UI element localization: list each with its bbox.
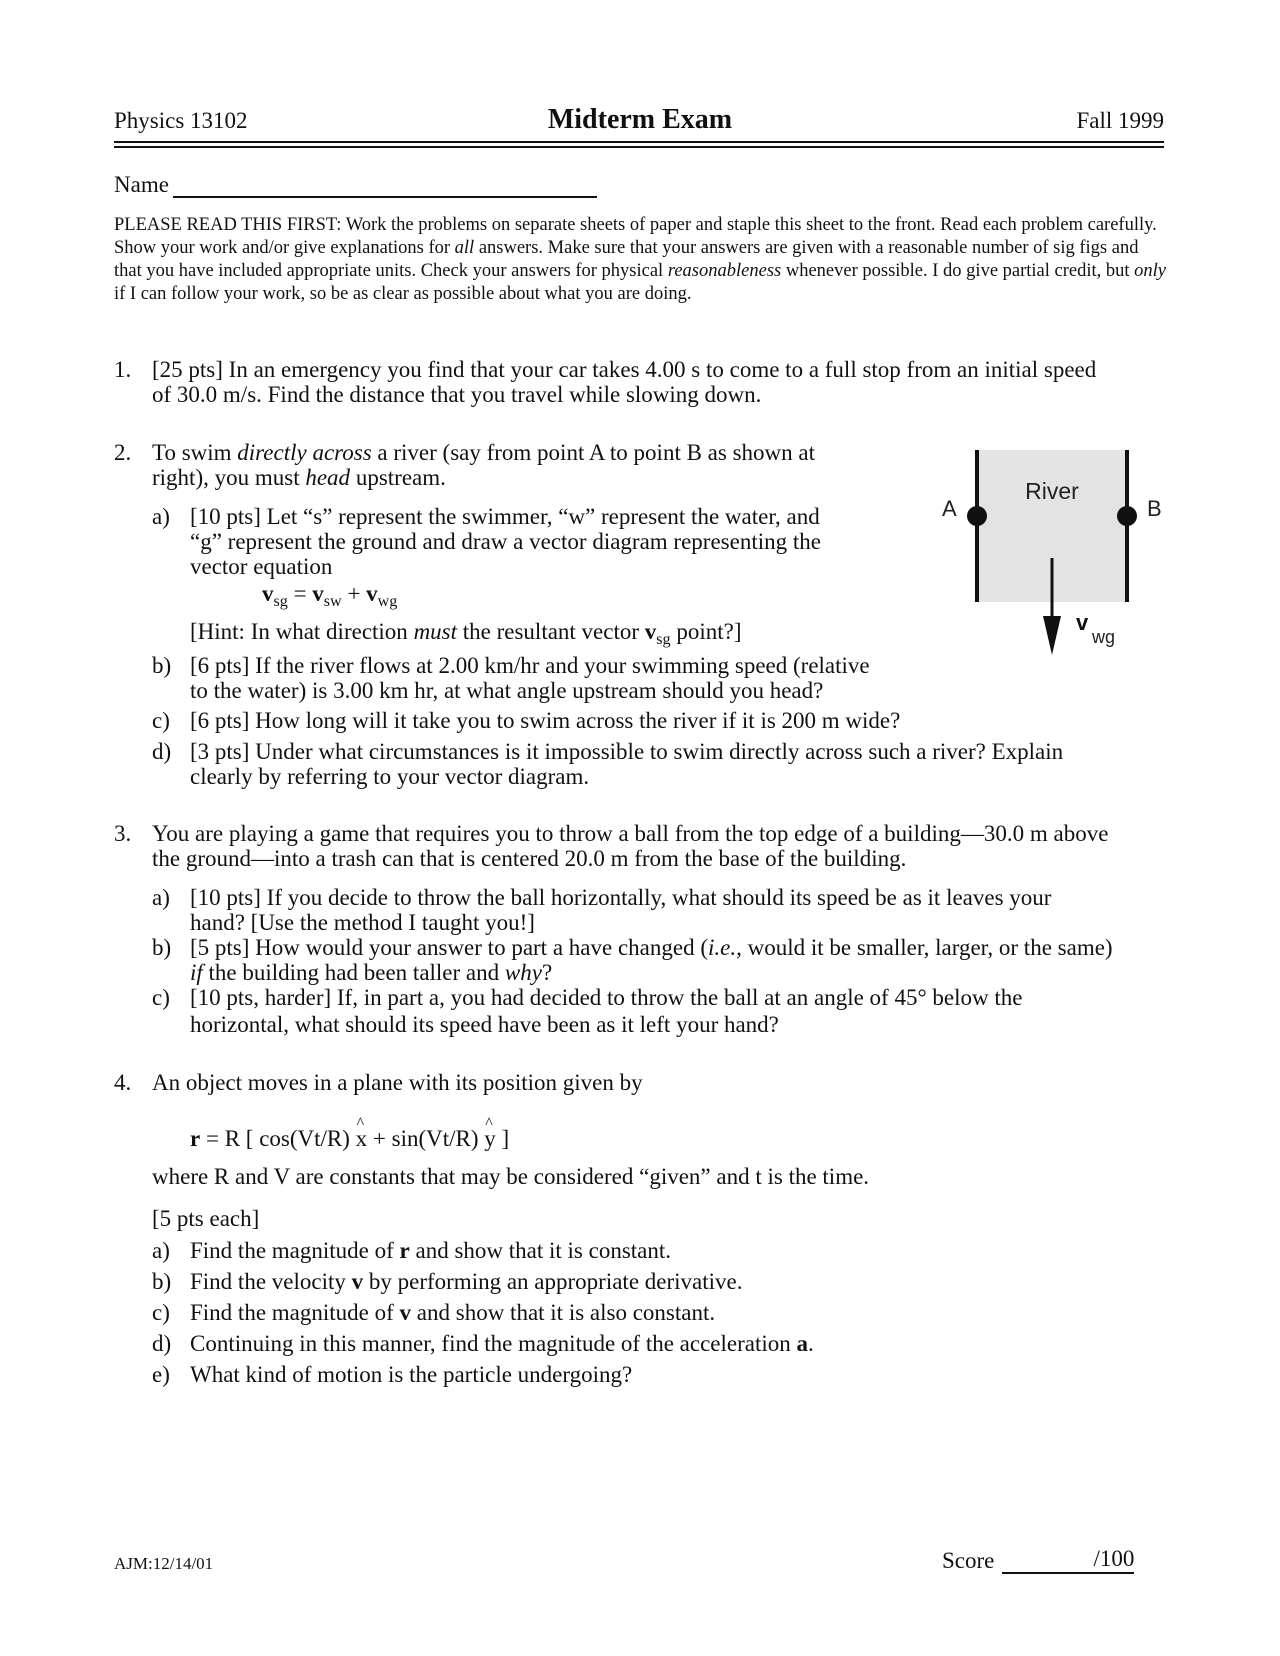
instructions <box>114 214 1169 306</box>
score-field[interactable] <box>1002 1546 1134 1574</box>
instr-part3: whenever possible. I do give partial credit, but <box>781 261 1135 281</box>
instr-part1: PLEASE READ THIS FIRST: Work the problems on separate sheets of paper and staple this sheet to the front. Read each problem carefully. Show your work and/or give explanations for <box>114 215 1157 258</box>
q2c-label: c) <box>152 708 170 733</box>
river-diagram <box>935 448 1175 658</box>
q2a-hint: [Hint: In what direction must the resultant vector $v_{sg}$ point?] <box>190 619 742 648</box>
q3c-line1: [10 pts, harder] If, in part a, you had decided to throw the ball at an angle of 45° below the <box>190 985 1023 1010</box>
exam-title: Midterm Exam <box>547 104 733 135</box>
point-b-label: B <box>1147 496 1162 521</box>
q4-points: [5 pts each] <box>152 1206 260 1231</box>
q4d-line: Continuing in this manner, find the magnitude of the acceleration a. <box>190 1331 814 1356</box>
q1-number: 1. <box>114 357 132 382</box>
q4a-label: a) <box>152 1238 170 1263</box>
q3b-line1: [5 pts] How would your answer to part a have changed (i.e., would it be smaller, larger, or the same) <box>190 935 1113 960</box>
q2-number: 2. <box>114 440 132 465</box>
position-equation: r = R [ cos(Vt/R) ^ x + sin(Vt/R) ^ y ] <box>190 1126 509 1151</box>
point-a-dot <box>967 506 987 526</box>
q2-line1: To swim directly across a river (say from point A to point B as shown at <box>152 440 815 465</box>
q3a-label: a) <box>152 885 170 910</box>
q3-number: 3. <box>114 821 132 846</box>
score-total: /100 <box>1093 1546 1135 1571</box>
term-label: Fall 1999 <box>1076 108 1164 133</box>
q4-number: 4. <box>114 1070 132 1095</box>
vector-equation: $v_{sg} = v_{sw} + v_{wg}$ <box>262 581 398 610</box>
name-row <box>114 170 597 198</box>
q3b-line2: if the building had been taller and why? <box>190 960 553 985</box>
q2c-line1: [6 pts] How long will it take you to swim across the river if it is 200 m wide? <box>190 708 901 733</box>
q1-line1: [25 pts] In an emergency you find that your car takes 4.00 s to come to a full stop from an initial speed <box>152 357 1097 382</box>
q3-line1: You are playing a game that requires you to throw a ball from the top edge of a building—30.0 m above <box>152 821 1109 846</box>
point-b-dot <box>1117 506 1137 526</box>
header-rule-top <box>114 141 1164 143</box>
instr-emph-only: only <box>1134 261 1167 281</box>
q2d-line2: clearly by referring to your vector diagram. <box>190 764 590 789</box>
point-a-label: A <box>942 496 957 521</box>
current-arrow-head <box>1043 616 1061 655</box>
q4b-label: b) <box>152 1269 172 1294</box>
q2a-line2: “g” represent the ground and draw a vector diagram representing the <box>190 529 821 554</box>
q2a-line3: vector equation <box>190 554 333 579</box>
q3b-label: b) <box>152 935 172 960</box>
footer-code: AJM:12/14/01 <box>114 1554 214 1573</box>
score-row <box>942 1546 1134 1574</box>
q4a-line: Find the magnitude of r and show that it is constant. <box>190 1238 672 1263</box>
q4b-line: Find the velocity v by performing an appropriate derivative. <box>190 1269 743 1294</box>
q2-line2: right), you must head upstream. <box>152 465 446 490</box>
vector-v-label: v <box>1076 610 1089 635</box>
instr-part2: answers. Make sure that your answers are given with a reasonable number of sig figs and that you have included appropriate units. Check your answers for physical <box>114 238 1139 281</box>
score-label: Score <box>942 1548 995 1573</box>
q2b-line1: [6 pts] If the river flows at 2.00 km/hr and your swimming speed (relative <box>190 653 870 678</box>
q4c-label: c) <box>152 1300 170 1325</box>
q3a-line2: hand? [Use the method I taught you!] <box>190 910 535 935</box>
q4-where: where R and V are constants that may be considered “given” and t is the time. <box>152 1164 870 1189</box>
name-field[interactable] <box>173 170 597 198</box>
instr-part4: if I can follow your work, so be as clear as possible about what you are doing. <box>114 284 692 304</box>
q2d-line1: [3 pts] Under what circumstances is it impossible to swim directly across such a river? Explain <box>190 739 1064 764</box>
vector-sub-label: wg <box>1092 627 1116 647</box>
q4-intro: An object moves in a plane with its position given by <box>152 1070 643 1095</box>
name-label: Name <box>114 172 169 197</box>
q2b-label: b) <box>152 653 172 678</box>
q3c-label: c) <box>152 985 170 1010</box>
q4c-line: Find the magnitude of v and show that it is also constant. <box>190 1300 716 1325</box>
q3a-line1: [10 pts] If you decide to throw the ball horizontally, what should its speed be as it leaves your <box>190 885 1052 910</box>
q3c-line2: horizontal, what should its speed have been as it left your hand? <box>190 1012 779 1037</box>
instr-emph-reasonableness: reasonableness <box>667 261 782 281</box>
q1-line2: of 30.0 m/s. Find the distance that you travel while slowing down. <box>152 382 762 407</box>
q4e-line: What kind of motion is the particle undergoing? <box>190 1362 633 1387</box>
q2a-label: a) <box>152 504 170 529</box>
q2d-label: d) <box>152 739 172 764</box>
header-rule-bottom <box>114 146 1164 148</box>
q2a-line1: [10 pts] Let “s” represent the swimmer, “w” represent the water, and <box>190 504 820 529</box>
q4e-label: e) <box>152 1362 170 1387</box>
river-label: River <box>1025 478 1079 504</box>
q3-line2: the ground—into a trash can that is centered 20.0 m from the base of the building. <box>152 846 907 871</box>
q4d-label: d) <box>152 1331 172 1356</box>
instr-emph-all: all <box>454 238 475 258</box>
course-label: Physics 13102 <box>114 108 248 133</box>
q2b-line2: to the water) is 3.00 km hr, at what angle upstream should you head? <box>190 678 824 703</box>
